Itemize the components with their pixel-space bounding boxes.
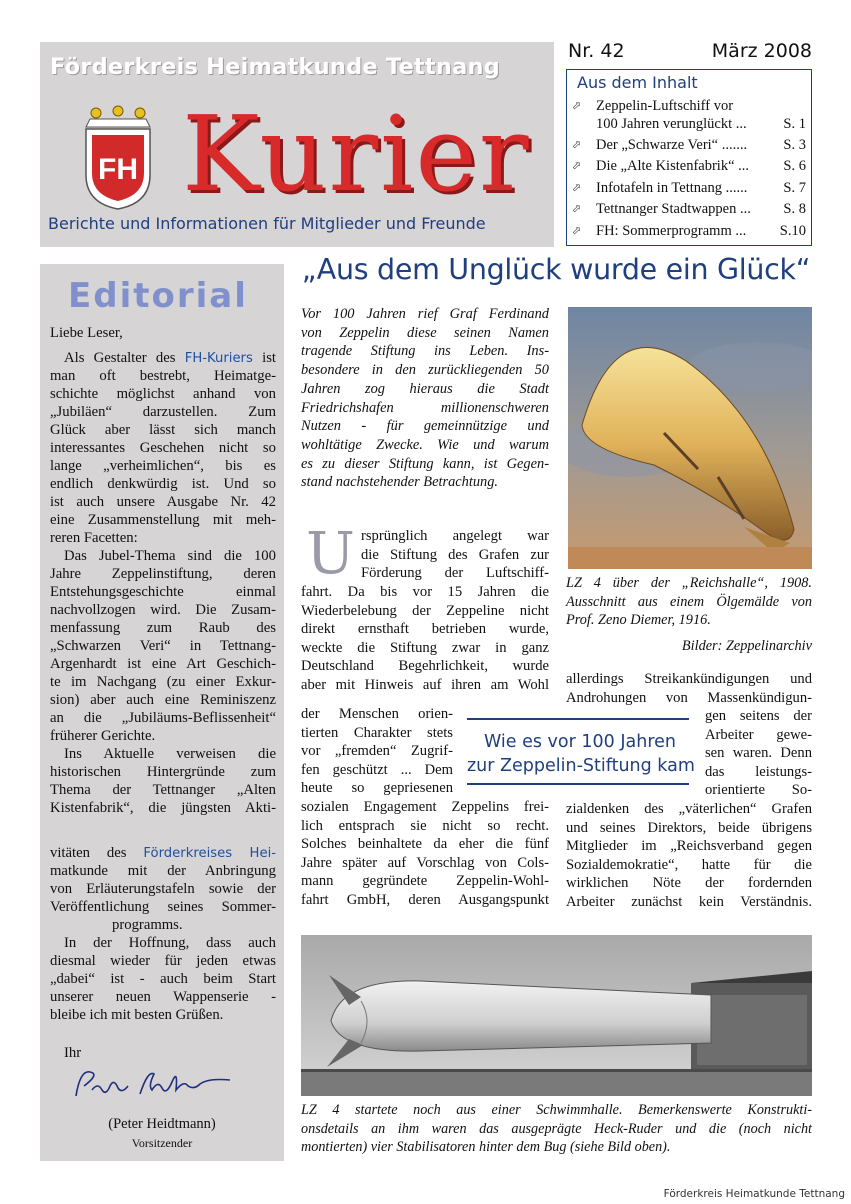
editorial-line: an die „Jubiläums-Beflissenheit“ xyxy=(50,710,276,726)
photo-caption-line: montierten) vier Stabilisatoren hinter dem Bug (siehe Bild oben). xyxy=(301,1139,671,1155)
signature-role: Vorsitzender xyxy=(131,1136,193,1150)
editorial-line: man oft bestrebt, Heimatge- xyxy=(50,368,276,384)
lead-line: stand nachstehender Betrachtung. xyxy=(301,474,499,491)
editorial-line: Kistenfabrik“, die jüngsten Akti- xyxy=(50,800,276,816)
body-line: fen geschützt ... Dem xyxy=(301,761,453,778)
editorial-line: bleibe ich mit besten Grüßen. xyxy=(50,1007,224,1023)
body-line: vor „fremden“ Zugrif- xyxy=(301,743,453,760)
pull-quote-rule-top xyxy=(467,718,689,720)
fh-kurier-link: FH-Kuriers xyxy=(184,351,253,366)
editorial-line: matkunde mit der Anbringung xyxy=(50,863,276,879)
pull-quote-line: zur Zeppelin-Stiftung kam xyxy=(467,756,695,776)
body-line: heute so gepriesenen xyxy=(301,780,453,797)
body-line: tierten Charakter stets xyxy=(301,724,453,741)
signature-name: (Peter Heidtmann) xyxy=(108,1116,216,1132)
toc-entry-title: Infotafeln in Tettnang ...... xyxy=(596,180,748,196)
editorial-line: programms. xyxy=(112,917,183,933)
lead-line: wohltätige Zwecke. Wie und warum xyxy=(301,436,549,453)
footer-org-name: Förderkreis Heimatkunde Tettnang xyxy=(663,1188,845,1200)
body-line: aber mit Hinweis auf ihren am Wohl xyxy=(301,677,549,693)
foerderkreis-link: Förderkreises Hei- xyxy=(143,846,277,861)
body-line: Arbeiter gewe- xyxy=(705,726,812,743)
org-name: Förderkreis Heimatkunde Tettnang xyxy=(50,54,500,80)
issue-date: März 2008 xyxy=(711,40,812,62)
editorial-column xyxy=(40,264,284,1161)
editorial-line: Jahre Zeppelinstiftung, deren xyxy=(50,566,276,582)
editorial-line: endlich denkwürdig ist. Und so xyxy=(50,476,276,492)
body-line: sen waren. Denn xyxy=(705,745,812,762)
editorial-line: interessantes Geschehen nicht so xyxy=(50,440,276,456)
editorial-line: lange „verheimlichen“, bis es xyxy=(50,458,276,474)
body-line: und seines Direktors, beide übrigens xyxy=(566,819,812,836)
body-line: Sozialdemokratie“, hatte für die xyxy=(566,856,812,873)
photo-caption-line: onsdetails an ihm waren das ausgeprägte Heck-Ruder und die (noch nicht xyxy=(301,1120,812,1137)
pull-quote-rule-bottom xyxy=(467,783,689,785)
editorial-line: Ins Aktuelle verweisen die xyxy=(64,746,276,762)
body-line: Förderung der Luftschiff- xyxy=(361,565,549,582)
editorial-line: Argenhardt ist eine Art Geschich- xyxy=(50,656,276,672)
photo-caption-line: Prof. Zeno Diemer, 1916. xyxy=(566,612,711,629)
toc-entry-page: S. 7 xyxy=(783,180,806,196)
body-line: Wiederbelebung der Zeppeline nicht xyxy=(301,602,549,619)
photo-credit: Bilder: Zeppelinarchiv xyxy=(681,638,812,654)
editorial-line: Thema der Tettnanger „Alten xyxy=(50,782,276,798)
editorial-closing: Ihr xyxy=(64,1045,82,1061)
table-of-contents xyxy=(566,69,812,246)
body-line: zialdenken des „väterlichen“ Grafen xyxy=(566,801,812,817)
zeppelin-hangar-photo xyxy=(301,935,812,1096)
editorial-line: reren Facetten: xyxy=(50,530,138,546)
body-line: wirklichen Nöte der fordernden xyxy=(566,875,812,892)
body-line: Jahre später auf Vorschlag von Cols- xyxy=(301,854,549,871)
drop-cap: U xyxy=(306,519,355,587)
body-line: sozialen Engagement Zeppelins frei- xyxy=(301,799,549,815)
photo-caption-line: LZ 4 über der „Reichshalle“, 1908. xyxy=(566,575,812,591)
editorial-line: nachvollzogen wird. Die Zusam- xyxy=(50,602,276,618)
article-title: „Aus dem Unglück wurde ein Glück“ xyxy=(301,253,811,286)
body-line: Androhungen von Massenkündigun- xyxy=(566,689,812,706)
lead-line: von Zeppelin diese seinen Namen xyxy=(301,324,549,341)
arrow-up-right-icon: ⬀ xyxy=(572,224,582,237)
editorial-line: vitäten des Förderkreises Hei- xyxy=(50,845,277,861)
lead-line: Vor 100 Jahren rief Graf Ferdinand xyxy=(301,306,549,322)
toc-entry-title: FH: Sommerprogramm ... xyxy=(596,223,747,239)
issue-number: Nr. 42 xyxy=(568,40,625,62)
body-line: orientierte So- xyxy=(705,782,812,799)
editorial-line: „Schwarzen Veri“ in Tettnang- xyxy=(50,638,276,654)
toc-entry-title: 100 Jahren verunglückt ... xyxy=(596,116,747,132)
editorial-line: „Jubiläen“ darzustellen. Zum xyxy=(50,404,276,420)
coat-letters: FH xyxy=(98,153,138,186)
toc-entry-page: S. 6 xyxy=(783,158,806,174)
lead-line: Jahren zog hieraus die Stadt xyxy=(301,380,549,397)
masthead-subtitle: Berichte und Informationen für Mitglieder und Freunde xyxy=(48,214,486,233)
editorial-line: historischen Hintergründe zum xyxy=(50,764,276,780)
toc-entry-title-line1: Zeppelin-Luftschiff vor xyxy=(596,98,734,114)
lead-line: Friedrichshafen millionenschweren xyxy=(301,399,549,416)
masthead-title: Kurier xyxy=(182,93,531,215)
body-line: fahrt GmbH, deren Ausgangspunkt xyxy=(301,892,549,908)
editorial-heading: Editorial xyxy=(68,276,248,316)
editorial-line: eine Zusammenstellung mit meh- xyxy=(50,512,276,528)
body-line: das leistungs- xyxy=(705,763,812,780)
coat-of-arms-icon xyxy=(80,105,156,210)
editorial-line: Glück aber lässt sich manch xyxy=(50,422,276,438)
lead-line: tragende Stiftung ins Leben. Ins- xyxy=(301,343,549,360)
body-line: weckte die Stiftung zwar in ganz xyxy=(301,639,549,656)
body-line: rsprünglich angelegt war xyxy=(361,528,549,544)
body-line: Mitglieder im „Reichsverband gegen xyxy=(566,838,812,855)
editorial-line: schichte möglichst anhand von xyxy=(50,386,276,402)
body-line: der Menschen orien- xyxy=(301,706,453,722)
pull-quote-line: Wie es vor 100 Jahren xyxy=(484,732,676,752)
toc-entry-title: Tettnanger Stadtwappen ... xyxy=(596,201,751,217)
toc-entry-title: Die „Alte Kistenfabrik“ ... xyxy=(596,158,750,174)
editorial-line: ist auch unsere Ausgabe Nr. 42 xyxy=(50,494,276,510)
arrow-up-right-icon: ⬀ xyxy=(572,99,582,112)
toc-entry-page: S. 3 xyxy=(783,137,806,153)
editorial-line: menfassung zum Raub des xyxy=(50,620,276,636)
toc-entry-page: S. 1 xyxy=(783,116,806,132)
body-line: gen seitens der xyxy=(705,708,812,724)
body-line: lich entsprach sie nicht so recht. xyxy=(301,817,549,834)
toc-entry-title: Der „Schwarze Veri“ ....... xyxy=(596,137,748,153)
editorial-line: sion) aber auch eine Reminiszenz xyxy=(50,692,276,708)
editorial-line: Entstehungsgeschichte einmal xyxy=(50,584,276,600)
arrow-up-right-icon: ⬀ xyxy=(572,202,582,215)
editorial-line: Das Jubel-Thema sind die 100 xyxy=(64,548,276,564)
lead-line: Nutzen - für gemeinnützige und xyxy=(301,418,549,435)
photo-caption-line: Ausschnitt aus einem Ölgemälde von xyxy=(566,593,812,610)
lead-line: es zu dieser Stiftung kann, ist Gegen- xyxy=(301,455,549,472)
body-line: Arbeiter zunächst kein Verständnis. xyxy=(566,894,812,910)
editorial-line: In der Hoffnung, dass auch xyxy=(64,935,276,951)
arrow-up-right-icon: ⬀ xyxy=(572,181,582,194)
body-line: fahrt. Da bis vor 15 Jahren die xyxy=(301,584,549,600)
signature xyxy=(70,1064,270,1106)
zeppelin-painting-photo xyxy=(568,307,812,569)
body-line: mann gegründete Zeppelin-Wohl- xyxy=(301,873,549,890)
lead-line: besondere in den zurückliegenden 50 xyxy=(301,362,549,379)
masthead xyxy=(40,42,554,247)
editorial-line: Veröffentlichung seines Sommer- xyxy=(50,899,276,915)
photo-caption-line: LZ 4 startete noch aus einer Schwimmhalle. Bemerkenswerte Konstrukti- xyxy=(301,1102,812,1118)
arrow-up-right-icon: ⬀ xyxy=(572,138,582,151)
editorial-line: te im Nachgang (zu einer Exkur- xyxy=(50,674,276,690)
toc-title: Aus dem Inhalt xyxy=(577,73,698,92)
editorial-line: Als Gestalter des FH-Kuriers ist xyxy=(64,350,276,366)
editorial-salutation: Liebe Leser, xyxy=(50,325,123,341)
toc-entry-page: S. 8 xyxy=(783,201,806,217)
toc-entry-page: S.10 xyxy=(779,223,806,239)
arrow-up-right-icon: ⬀ xyxy=(572,159,582,172)
editorial-line: „dabei“ ist - auch beim Start xyxy=(50,971,276,987)
editorial-line: unserer neuen Wappenserie - xyxy=(50,989,276,1005)
editorial-line: diesmal wieder für jeden etwas xyxy=(50,953,276,969)
body-line: die Stiftung des Grafen zur xyxy=(361,546,549,563)
body-line: Solches beinhaltete da eher die fünf xyxy=(301,836,549,853)
body-line: direkt ernsthaft betrieben wurde, xyxy=(301,621,549,638)
editorial-line: von Erläuterungstafeln sowie der xyxy=(50,881,276,897)
editorial-line: früherer Gerichte. xyxy=(50,728,156,744)
body-line: Deutschland Begehrlichkeit, wurde xyxy=(301,658,549,675)
body-line: allerdings Streikankündigungen und xyxy=(566,671,812,687)
